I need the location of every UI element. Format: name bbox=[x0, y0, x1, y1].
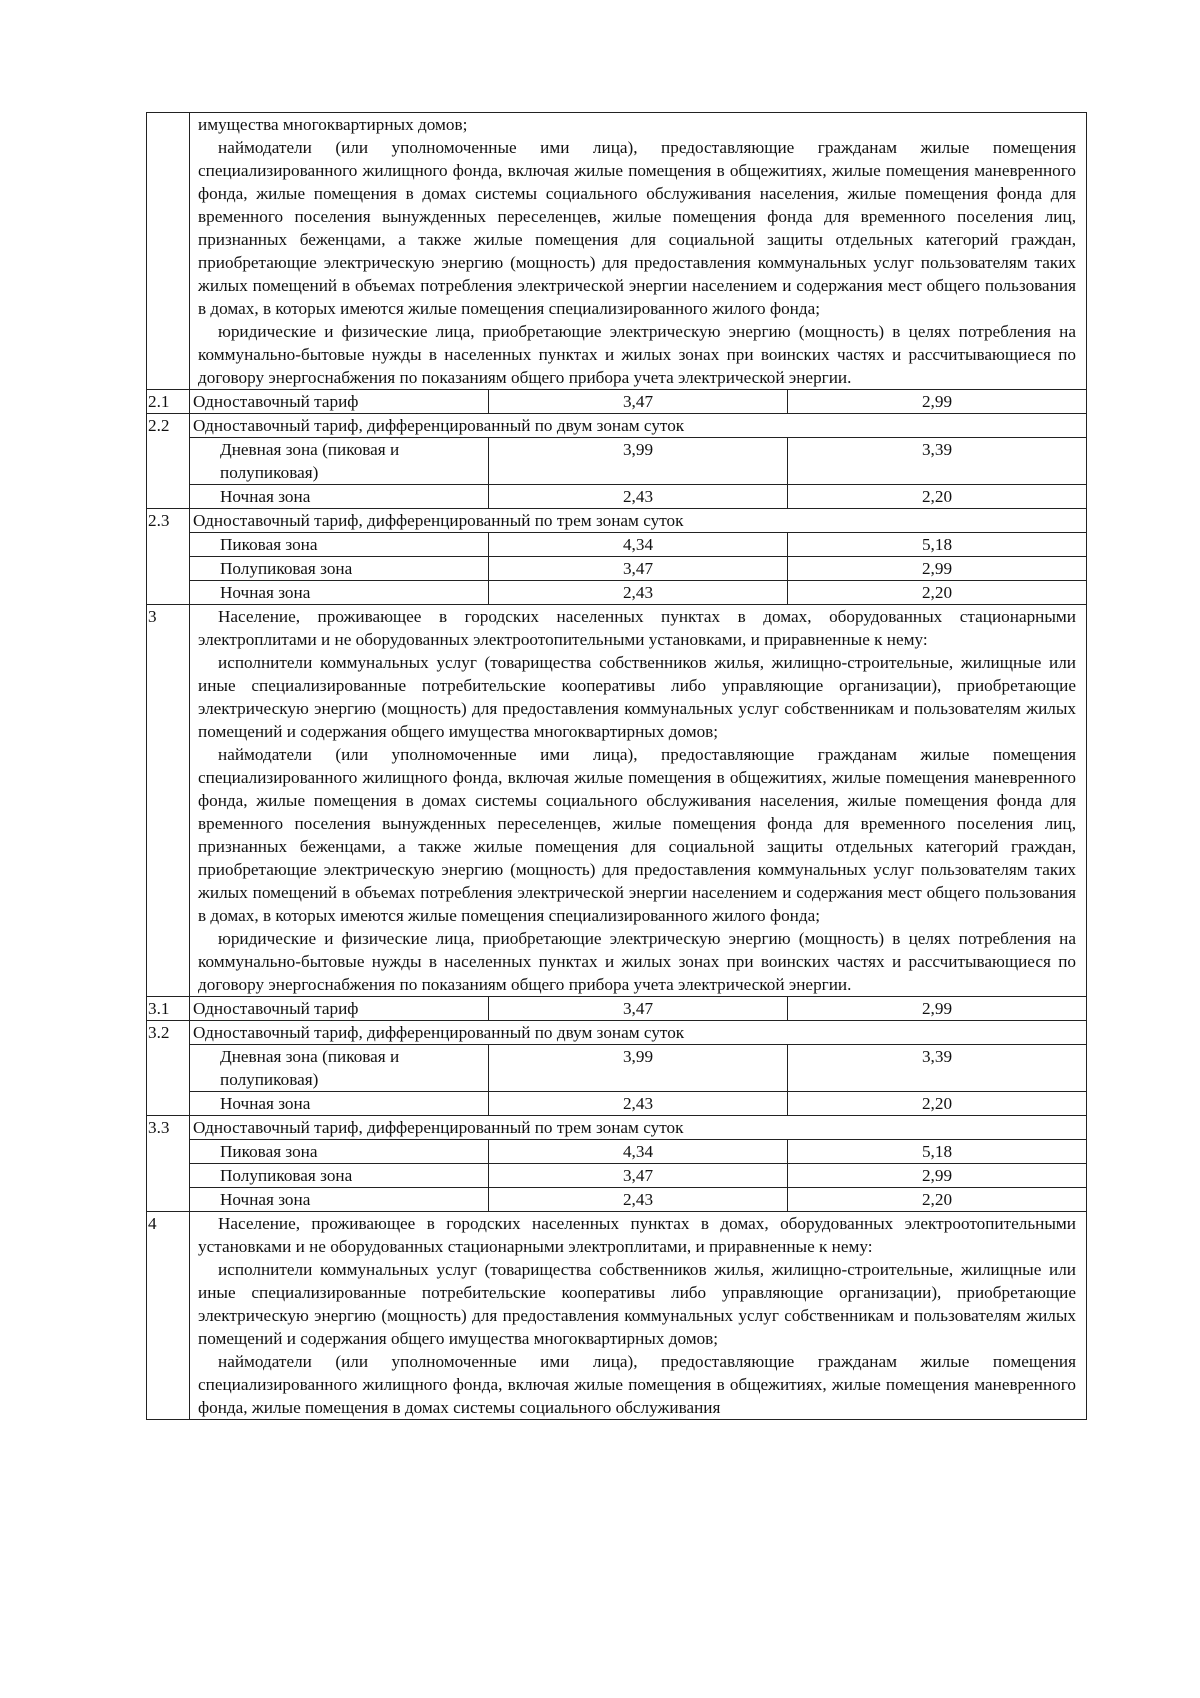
zone-name: Ночная зона bbox=[190, 1188, 489, 1212]
paragraph: имущества многоквартирных домов; bbox=[198, 115, 468, 134]
tariff-name: Одноставочный тариф bbox=[190, 390, 489, 414]
paragraph: исполнители коммунальных услуг (товарищества собственников жилья, жилищно-строительные, жилищные или иные специализированные потребительские кооперативы либо управляющие организации), приобретающие электрическую энергию (мощность) для предоставления коммунальных услуг собственникам и пользователям жилых помещений и содержания общего имущества многоквартирных домов; bbox=[198, 653, 1076, 741]
zone-name: Ночная зона bbox=[190, 581, 489, 605]
tariff-row bbox=[147, 997, 1087, 1021]
tariff-document bbox=[146, 112, 1087, 1420]
zone-value-2: 2,20 bbox=[788, 1188, 1087, 1212]
zone-value-1: 4,34 bbox=[489, 1140, 788, 1164]
zone-value-2: 3,39 bbox=[788, 1045, 1087, 1092]
tariff-name: Одноставочный тариф, дифференцированный по трем зонам суток bbox=[190, 509, 1087, 533]
zone-value-1: 3,47 bbox=[489, 1164, 788, 1188]
zone-value-1: 2,43 bbox=[489, 485, 788, 509]
tariff-row bbox=[147, 414, 1087, 438]
zone-value-2: 2,99 bbox=[788, 557, 1087, 581]
zone-name: Пиковая зона bbox=[190, 1140, 489, 1164]
zone-value-2: 5,18 bbox=[788, 1140, 1087, 1164]
zone-name: Полупиковая зона bbox=[190, 1164, 489, 1188]
tariff-value-1: 3,47 bbox=[489, 997, 788, 1021]
zone-value-2: 2,20 bbox=[788, 485, 1087, 509]
zone-value-2: 2,20 bbox=[788, 1092, 1087, 1116]
tariff-name: Одноставочный тариф, дифференцированный по двум зонам суток bbox=[190, 1021, 1087, 1045]
zone-value-2: 2,20 bbox=[788, 581, 1087, 605]
zone-value-2: 2,99 bbox=[788, 1164, 1087, 1188]
section-description bbox=[190, 605, 1087, 997]
tariff-number: 2.3 bbox=[147, 509, 190, 605]
section-text-row bbox=[147, 1212, 1087, 1420]
tariff-table bbox=[146, 112, 1087, 1420]
paragraph: Население, проживающее в городских населенных пунктах в домах, оборудованных стационарными электроплитами и не оборудованных электроотопительными установками, и приравненные к нему: bbox=[198, 607, 1076, 649]
zone-value-1: 2,43 bbox=[489, 581, 788, 605]
zone-row bbox=[147, 581, 1087, 605]
zone-name: Дневная зона (пиковая и полупиковая) bbox=[190, 1045, 489, 1092]
section-number: 3 bbox=[147, 605, 190, 997]
tariff-row bbox=[147, 509, 1087, 533]
section-number: 4 bbox=[147, 1212, 190, 1420]
zone-value-1: 2,43 bbox=[489, 1092, 788, 1116]
zone-name: Полупиковая зона bbox=[190, 557, 489, 581]
section-text-row bbox=[147, 113, 1087, 390]
tariff-number: 3.1 bbox=[147, 997, 190, 1021]
zone-value-1: 4,34 bbox=[489, 533, 788, 557]
paragraph: юридические и физические лица, приобретающие электрическую энергию (мощность) в целях потребления на коммунально-бытовые нужды в населенных пунктах и жилых зонах при воинских частях и рассчитывающиеся по договору энергоснабжения по показаниям общего прибора учета электрической энергии. bbox=[198, 322, 1076, 387]
zone-row bbox=[147, 1140, 1087, 1164]
section-text-row bbox=[147, 605, 1087, 997]
paragraph: наймодатели (или уполномоченные ими лица), предоставляющие гражданам жилые помещения специализированного жилищного фонда, включая жилые помещения в общежитиях, жилые помещения маневренного фонда, жилые помещения в домах системы социального обслуживания населения, жилые помещения фонда для временного поселения вынужденных переселенцев, жилые помещения фонда для временного поселения лиц, признанных беженцами, а также жилые помещения для социальной защиты отдельных категорий граждан, приобретающие электрическую энергию (мощность) для предоставления коммунальных услуг пользователям таких жилых помещений в объемах потребления электрической энергии населением и содержания мест общего пользования в домах, в которых имеются жилые помещения специализированного жилого фонда; bbox=[198, 138, 1076, 318]
zone-name: Пиковая зона bbox=[190, 533, 489, 557]
zone-row bbox=[147, 1188, 1087, 1212]
zone-name: Дневная зона (пиковая и полупиковая) bbox=[190, 438, 489, 485]
zone-value-2: 5,18 bbox=[788, 533, 1087, 557]
paragraph: Население, проживающее в городских населенных пунктах в домах, оборудованных электроотопительными установками и не оборудованных стационарными электроплитами, и приравненные к нему: bbox=[198, 1214, 1076, 1256]
zone-row bbox=[147, 1092, 1087, 1116]
tariff-name: Одноставочный тариф, дифференцированный по трем зонам суток bbox=[190, 1116, 1087, 1140]
tariff-value-2: 2,99 bbox=[788, 390, 1087, 414]
zone-row bbox=[147, 485, 1087, 509]
zone-value-1: 3,47 bbox=[489, 557, 788, 581]
tariff-name: Одноставочный тариф, дифференцированный по двум зонам суток bbox=[190, 414, 1087, 438]
tariff-number: 3.2 bbox=[147, 1021, 190, 1116]
tariff-row bbox=[147, 390, 1087, 414]
tariff-name: Одноставочный тариф bbox=[190, 997, 489, 1021]
zone-name: Ночная зона bbox=[190, 1092, 489, 1116]
paragraph: исполнители коммунальных услуг (товарищества собственников жилья, жилищно-строительные, жилищные или иные специализированные потребительские кооперативы либо управляющие организации), приобретающие электрическую энергию (мощность) для предоставления коммунальных услуг собственникам и пользователям жилых помещений и содержания общего имущества многоквартирных домов; bbox=[198, 1260, 1076, 1348]
tariff-value-2: 2,99 bbox=[788, 997, 1087, 1021]
zone-value-2: 3,39 bbox=[788, 438, 1087, 485]
paragraph: наймодатели (или уполномоченные ими лица), предоставляющие гражданам жилые помещения специализированного жилищного фонда, включая жилые помещения в общежитиях, жилые помещения маневренного фонда, жилые помещения в домах системы социального обслуживания населения, жилые помещения фонда для временного поселения вынужденных переселенцев, жилые помещения фонда для временного поселения лиц, признанных беженцами, а также жилые помещения для социальной защиты отдельных категорий граждан, приобретающие электрическую энергию (мощность) для предоставления коммунальных услуг пользователям таких жилых помещений в объемах потребления электрической энергии населением и содержания мест общего пользования в домах, в которых имеются жилые помещения специализированного жилого фонда; bbox=[198, 745, 1076, 925]
paragraph: юридические и физические лица, приобретающие электрическую энергию (мощность) в целях потребления на коммунально-бытовые нужды в населенных пунктах и жилых зонах при воинских частях и рассчитывающиеся по договору энергоснабжения по показаниям общего прибора учета электрической энергии. bbox=[198, 929, 1076, 994]
section-description bbox=[190, 113, 1087, 390]
tariff-row bbox=[147, 1116, 1087, 1140]
zone-row bbox=[147, 1164, 1087, 1188]
zone-row bbox=[147, 557, 1087, 581]
zone-row bbox=[147, 533, 1087, 557]
zone-value-1: 3,99 bbox=[489, 1045, 788, 1092]
tariff-value-1: 3,47 bbox=[489, 390, 788, 414]
zone-value-1: 3,99 bbox=[489, 438, 788, 485]
section-description bbox=[190, 1212, 1087, 1420]
section-number bbox=[147, 113, 190, 390]
tariff-row bbox=[147, 1021, 1087, 1045]
zone-row bbox=[147, 438, 1087, 485]
paragraph: наймодатели (или уполномоченные ими лица), предоставляющие гражданам жилые помещения специализированного жилищного фонда, включая жилые помещения в общежитиях, жилые помещения маневренного фонда, жилые помещения в домах системы социального обслуживания bbox=[198, 1352, 1076, 1417]
tariff-number: 2.1 bbox=[147, 390, 190, 414]
tariff-number: 2.2 bbox=[147, 414, 190, 509]
zone-name: Ночная зона bbox=[190, 485, 489, 509]
zone-value-1: 2,43 bbox=[489, 1188, 788, 1212]
zone-row bbox=[147, 1045, 1087, 1092]
tariff-number: 3.3 bbox=[147, 1116, 190, 1212]
